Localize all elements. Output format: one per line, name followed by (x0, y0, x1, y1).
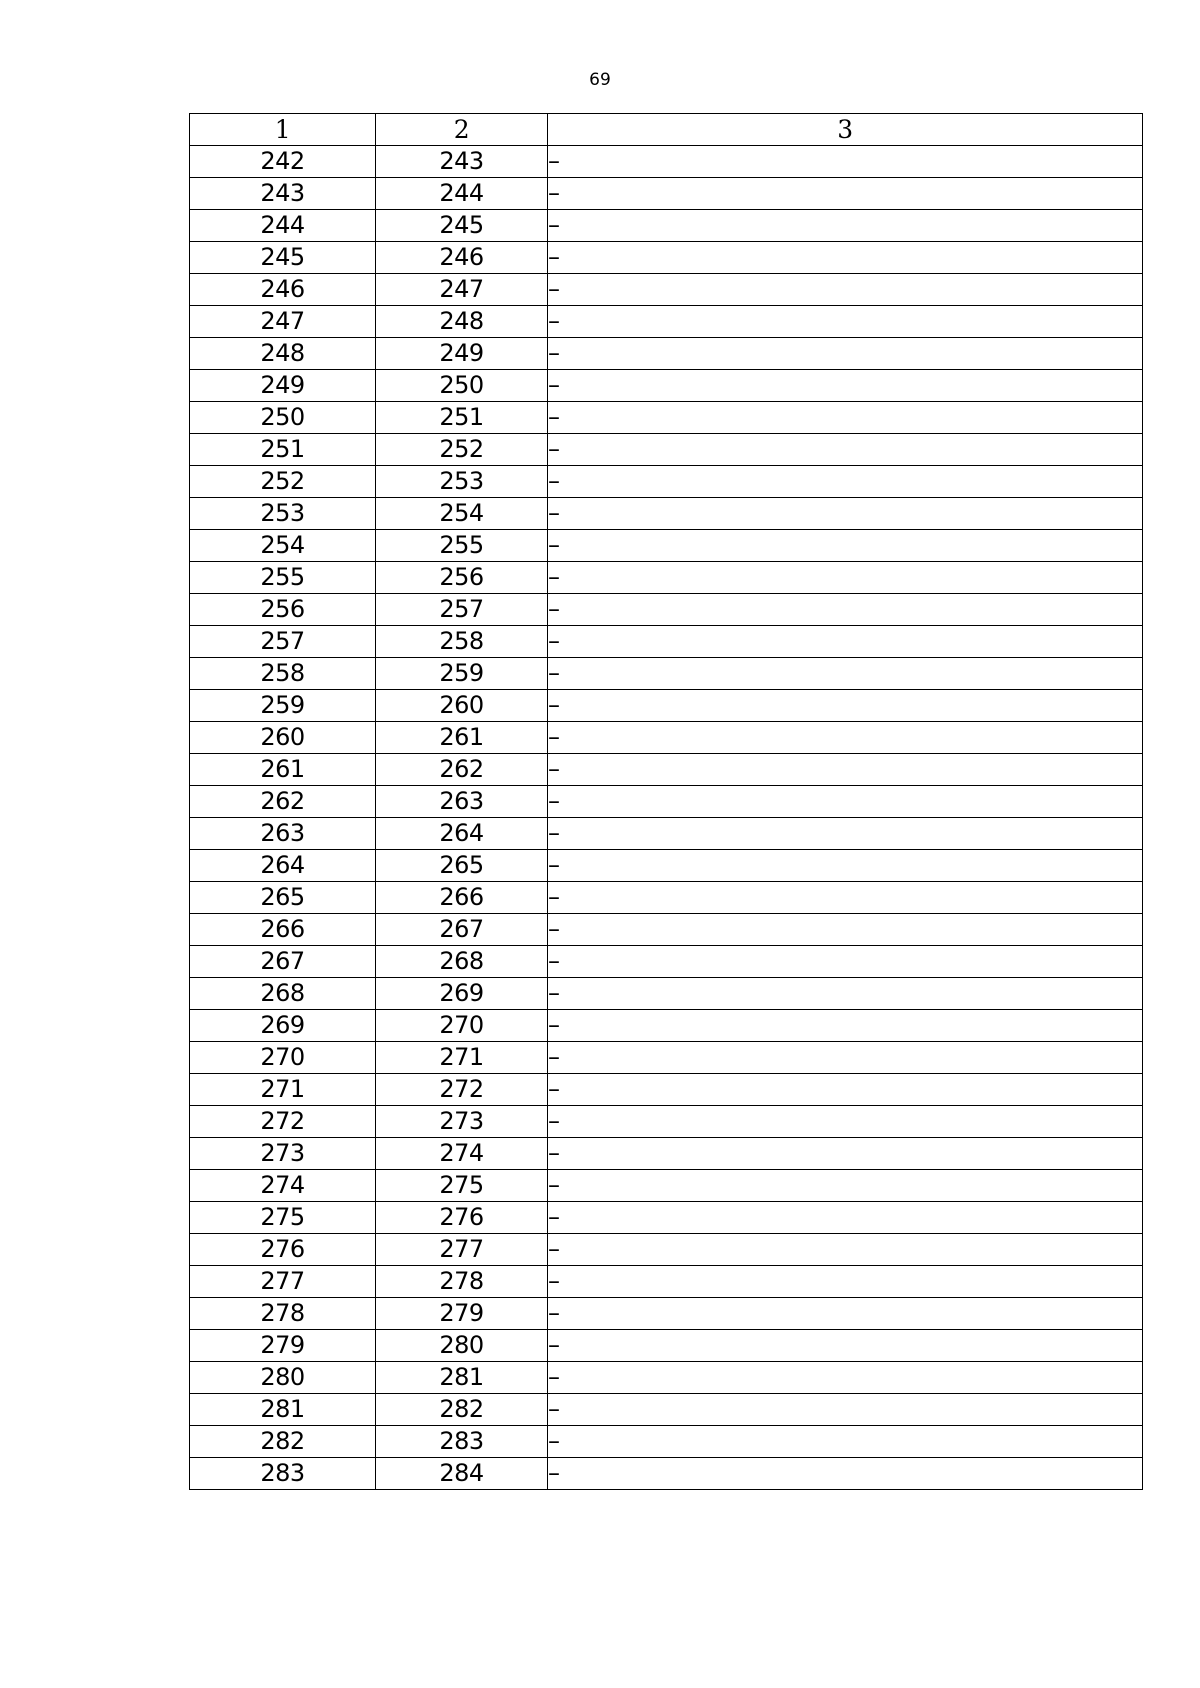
table-cell-col3: – (548, 370, 1143, 402)
table-row (190, 1426, 1143, 1458)
table-cell-col3: – (548, 1330, 1143, 1362)
table-cell-col3: – (548, 818, 1143, 850)
table-row (190, 594, 1143, 626)
table-cell-col3: – (548, 338, 1143, 370)
table-row (190, 178, 1143, 210)
table-cell-col1: 246 (190, 274, 376, 306)
table-row (190, 690, 1143, 722)
table-row (190, 1042, 1143, 1074)
table-row (190, 1010, 1143, 1042)
table-row (190, 402, 1143, 434)
table-cell-col2: 256 (376, 562, 548, 594)
table-row (190, 146, 1143, 178)
table-row (190, 370, 1143, 402)
table-cell-col1: 250 (190, 402, 376, 434)
table-cell-col1: 276 (190, 1234, 376, 1266)
table-cell-col2: 254 (376, 498, 548, 530)
table-row (190, 754, 1143, 786)
page-number: 69 (589, 70, 611, 90)
table-cell-col1: 268 (190, 978, 376, 1010)
table-cell-col2: 275 (376, 1170, 548, 1202)
table-cell-col3: – (548, 1138, 1143, 1170)
table-cell-col1: 249 (190, 370, 376, 402)
table-cell-col2: 247 (376, 274, 548, 306)
table-row (190, 1362, 1143, 1394)
data-table (189, 113, 1143, 1490)
table-cell-col3: – (548, 690, 1143, 722)
table-row (190, 1234, 1143, 1266)
table-cell-col1: 258 (190, 658, 376, 690)
table-cell-col2: 273 (376, 1106, 548, 1138)
table-cell-col3: – (548, 978, 1143, 1010)
table-cell-col2: 267 (376, 914, 548, 946)
table-cell-col2: 283 (376, 1426, 548, 1458)
table-cell-col2: 276 (376, 1202, 548, 1234)
table-cell-col3: – (548, 1170, 1143, 1202)
table-cell-col1: 252 (190, 466, 376, 498)
table-cell-col2: 272 (376, 1074, 548, 1106)
table-cell-col1: 267 (190, 946, 376, 978)
table-cell-col2: 264 (376, 818, 548, 850)
table-row (190, 1106, 1143, 1138)
table-row (190, 786, 1143, 818)
table-cell-col2: 281 (376, 1362, 548, 1394)
table-cell-col1: 279 (190, 1330, 376, 1362)
table-cell-col3: – (548, 1202, 1143, 1234)
table-cell-col3: – (548, 850, 1143, 882)
table-row (190, 1330, 1143, 1362)
table-cell-col2: 260 (376, 690, 548, 722)
table-cell-col3: – (548, 1298, 1143, 1330)
table-body (190, 146, 1143, 1490)
table-row (190, 530, 1143, 562)
table-cell-col3: – (548, 626, 1143, 658)
table-cell-col2: 245 (376, 210, 548, 242)
table-row (190, 1298, 1143, 1330)
table-cell-col2: 249 (376, 338, 548, 370)
table-cell-col1: 253 (190, 498, 376, 530)
table-cell-col1: 248 (190, 338, 376, 370)
table-cell-col3: – (548, 1362, 1143, 1394)
table-cell-col2: 278 (376, 1266, 548, 1298)
table-cell-col1: 255 (190, 562, 376, 594)
table-row (190, 818, 1143, 850)
table-cell-col3: – (548, 658, 1143, 690)
table-cell-col1: 273 (190, 1138, 376, 1170)
table-row (190, 1138, 1143, 1170)
table-cell-col1: 278 (190, 1298, 376, 1330)
table-cell-col2: 268 (376, 946, 548, 978)
table-cell-col1: 271 (190, 1074, 376, 1106)
table-cell-col2: 244 (376, 178, 548, 210)
table-cell-col1: 274 (190, 1170, 376, 1202)
table-cell-col3: – (548, 1042, 1143, 1074)
table-row (190, 1458, 1143, 1490)
table-cell-col3: – (548, 1458, 1143, 1490)
table-row (190, 882, 1143, 914)
table-cell-col3: – (548, 882, 1143, 914)
table-cell-col2: 258 (376, 626, 548, 658)
table-cell-col1: 275 (190, 1202, 376, 1234)
table-row (190, 850, 1143, 882)
table-row (190, 434, 1143, 466)
table-cell-col3: – (548, 306, 1143, 338)
table-cell-col3: – (548, 434, 1143, 466)
table-cell-col2: 266 (376, 882, 548, 914)
table-cell-col3: – (548, 786, 1143, 818)
table-cell-col3: – (548, 914, 1143, 946)
table-cell-col2: 257 (376, 594, 548, 626)
table-cell-col2: 255 (376, 530, 548, 562)
table-cell-col2: 269 (376, 978, 548, 1010)
table-cell-col2: 277 (376, 1234, 548, 1266)
table-row (190, 1202, 1143, 1234)
table-cell-col1: 247 (190, 306, 376, 338)
table-cell-col2: 280 (376, 1330, 548, 1362)
table-row (190, 978, 1143, 1010)
table-cell-col3: – (548, 1266, 1143, 1298)
table-row (190, 722, 1143, 754)
table-cell-col1: 242 (190, 146, 376, 178)
table-row (190, 466, 1143, 498)
table-cell-col1: 266 (190, 914, 376, 946)
table-cell-col1: 280 (190, 1362, 376, 1394)
table-row (190, 1394, 1143, 1426)
table-cell-col1: 277 (190, 1266, 376, 1298)
table-cell-col1: 272 (190, 1106, 376, 1138)
table-row (190, 1170, 1143, 1202)
table-cell-col3: – (548, 466, 1143, 498)
table-cell-col2: 279 (376, 1298, 548, 1330)
table-cell-col3: – (548, 210, 1143, 242)
table-cell-col3: – (548, 754, 1143, 786)
table-cell-col3: – (548, 1234, 1143, 1266)
table-cell-col2: 263 (376, 786, 548, 818)
column-header-2: 2 (376, 114, 548, 146)
table-cell-col1: 269 (190, 1010, 376, 1042)
table-cell-col3: – (548, 722, 1143, 754)
table-cell-col2: 274 (376, 1138, 548, 1170)
table-cell-col3: – (548, 498, 1143, 530)
table-row (190, 498, 1143, 530)
table-row (190, 626, 1143, 658)
table-cell-col2: 253 (376, 466, 548, 498)
table-cell-col1: 244 (190, 210, 376, 242)
column-header-1: 1 (190, 114, 376, 146)
table-row (190, 562, 1143, 594)
table-cell-col1: 260 (190, 722, 376, 754)
table-cell-col3: – (548, 274, 1143, 306)
table-cell-col3: – (548, 1010, 1143, 1042)
table-row (190, 274, 1143, 306)
table-row (190, 946, 1143, 978)
table-cell-col3: – (548, 1074, 1143, 1106)
table-cell-col3: – (548, 1426, 1143, 1458)
table-row (190, 242, 1143, 274)
table-cell-col1: 251 (190, 434, 376, 466)
table-cell-col2: 248 (376, 306, 548, 338)
table-cell-col2: 251 (376, 402, 548, 434)
table-cell-col3: – (548, 146, 1143, 178)
column-header-3: 3 (548, 114, 1143, 146)
table-cell-col3: – (548, 178, 1143, 210)
table-cell-col2: 259 (376, 658, 548, 690)
table-row (190, 306, 1143, 338)
table-cell-col3: – (548, 402, 1143, 434)
table-cell-col1: 262 (190, 786, 376, 818)
table-cell-col2: 243 (376, 146, 548, 178)
table-row (190, 658, 1143, 690)
header-row (190, 114, 1143, 146)
table-cell-col1: 261 (190, 754, 376, 786)
table-cell-col1: 265 (190, 882, 376, 914)
table-cell-col3: – (548, 946, 1143, 978)
table-cell-col2: 252 (376, 434, 548, 466)
table-cell-col1: 270 (190, 1042, 376, 1074)
table-cell-col2: 270 (376, 1010, 548, 1042)
table-row (190, 1266, 1143, 1298)
table-cell-col3: – (548, 562, 1143, 594)
table-cell-col1: 257 (190, 626, 376, 658)
table-row (190, 210, 1143, 242)
table-cell-col3: – (548, 1394, 1143, 1426)
table-cell-col2: 246 (376, 242, 548, 274)
table-cell-col3: – (548, 1106, 1143, 1138)
table-cell-col1: 264 (190, 850, 376, 882)
table-cell-col1: 245 (190, 242, 376, 274)
table-cell-col1: 282 (190, 1426, 376, 1458)
table-cell-col3: – (548, 242, 1143, 274)
table-cell-col2: 265 (376, 850, 548, 882)
table-cell-col2: 271 (376, 1042, 548, 1074)
table-cell-col2: 261 (376, 722, 548, 754)
table-cell-col1: 256 (190, 594, 376, 626)
table-cell-col1: 254 (190, 530, 376, 562)
table-cell-col3: – (548, 530, 1143, 562)
table-cell-col2: 250 (376, 370, 548, 402)
table-cell-col1: 281 (190, 1394, 376, 1426)
table-cell-col1: 283 (190, 1458, 376, 1490)
table-row (190, 338, 1143, 370)
table-row (190, 914, 1143, 946)
table-cell-col2: 282 (376, 1394, 548, 1426)
table-cell-col1: 263 (190, 818, 376, 850)
table-cell-col1: 243 (190, 178, 376, 210)
table-cell-col1: 259 (190, 690, 376, 722)
table-cell-col2: 262 (376, 754, 548, 786)
table-cell-col3: – (548, 594, 1143, 626)
table-row (190, 1074, 1143, 1106)
table-cell-col2: 284 (376, 1458, 548, 1490)
